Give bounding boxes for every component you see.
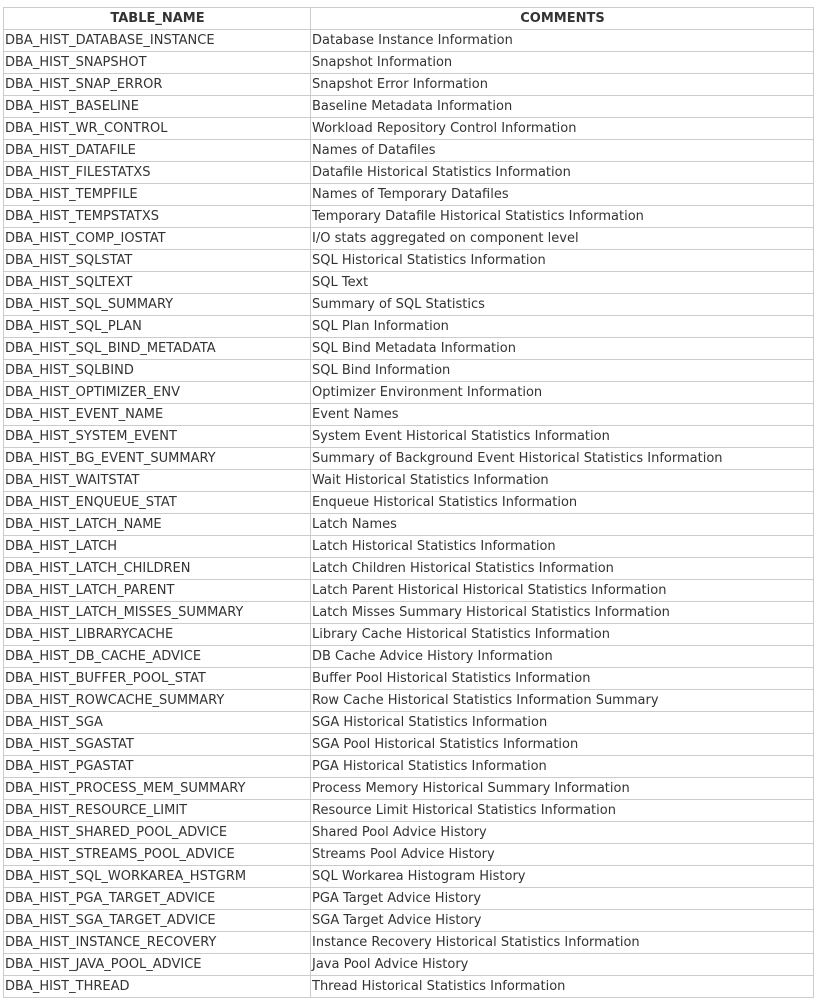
comments-cell: PGA Historical Statistics Information <box>311 756 814 778</box>
table-name-cell: DBA_HIST_SYSTEM_EVENT <box>4 426 311 448</box>
comments-cell: SGA Target Advice History <box>311 910 814 932</box>
table-row <box>4 338 814 360</box>
table-row <box>4 118 814 140</box>
comments-cell: Database Instance Information <box>311 30 814 52</box>
table-name-cell: DBA_HIST_SNAP_ERROR <box>4 74 311 96</box>
dba-hist-table <box>3 7 814 998</box>
table-row <box>4 932 814 954</box>
table-row <box>4 162 814 184</box>
table-name-cell: DBA_HIST_SQL_WORKAREA_HSTGRM <box>4 866 311 888</box>
table-row <box>4 360 814 382</box>
comments-cell: Enqueue Historical Statistics Information <box>311 492 814 514</box>
table-row <box>4 756 814 778</box>
table-name-cell: DBA_HIST_SNAPSHOT <box>4 52 311 74</box>
table-row <box>4 536 814 558</box>
table-name-cell: DBA_HIST_SHARED_POOL_ADVICE <box>4 822 311 844</box>
column-header-table-name: TABLE_NAME <box>4 8 311 30</box>
table-row <box>4 250 814 272</box>
table-row <box>4 426 814 448</box>
table-name-cell: DBA_HIST_LIBRARYCACHE <box>4 624 311 646</box>
table-name-cell: DBA_HIST_STREAMS_POOL_ADVICE <box>4 844 311 866</box>
comments-cell: Names of Temporary Datafiles <box>311 184 814 206</box>
comments-cell: PGA Target Advice History <box>311 888 814 910</box>
comments-cell: SGA Pool Historical Statistics Information <box>311 734 814 756</box>
comments-cell: Row Cache Historical Statistics Information Summary <box>311 690 814 712</box>
table-row <box>4 558 814 580</box>
table-row <box>4 844 814 866</box>
table-name-cell: DBA_HIST_LATCH_NAME <box>4 514 311 536</box>
comments-cell: Wait Historical Statistics Information <box>311 470 814 492</box>
table-name-cell: DBA_HIST_DB_CACHE_ADVICE <box>4 646 311 668</box>
table-row <box>4 140 814 162</box>
table-name-cell: DBA_HIST_LATCH_CHILDREN <box>4 558 311 580</box>
comments-cell: Buffer Pool Historical Statistics Information <box>311 668 814 690</box>
table-row <box>4 668 814 690</box>
table-name-cell: DBA_HIST_SQL_BIND_METADATA <box>4 338 311 360</box>
table-name-cell: DBA_HIST_OPTIMIZER_ENV <box>4 382 311 404</box>
comments-cell: Resource Limit Historical Statistics Information <box>311 800 814 822</box>
comments-cell: Snapshot Information <box>311 52 814 74</box>
table-name-cell: DBA_HIST_LATCH_MISSES_SUMMARY <box>4 602 311 624</box>
table-row <box>4 954 814 976</box>
table-name-cell: DBA_HIST_SQL_PLAN <box>4 316 311 338</box>
table-body <box>4 30 814 998</box>
comments-cell: Thread Historical Statistics Information <box>311 976 814 998</box>
comments-cell: Latch Parent Historical Historical Statistics Information <box>311 580 814 602</box>
table-name-cell: DBA_HIST_THREAD <box>4 976 311 998</box>
table-name-cell: DBA_HIST_SGA_TARGET_ADVICE <box>4 910 311 932</box>
table-name-cell: DBA_HIST_SQLBIND <box>4 360 311 382</box>
table-name-cell: DBA_HIST_BUFFER_POOL_STAT <box>4 668 311 690</box>
comments-cell: Event Names <box>311 404 814 426</box>
table-name-cell: DBA_HIST_LATCH_PARENT <box>4 580 311 602</box>
table-name-cell: DBA_HIST_TEMPSTATXS <box>4 206 311 228</box>
table-header <box>4 8 814 30</box>
table-row <box>4 602 814 624</box>
table-row <box>4 272 814 294</box>
table-name-cell: DBA_HIST_SQLTEXT <box>4 272 311 294</box>
comments-cell: Instance Recovery Historical Statistics Information <box>311 932 814 954</box>
table-name-cell: DBA_HIST_DATABASE_INSTANCE <box>4 30 311 52</box>
comments-cell: SQL Text <box>311 272 814 294</box>
table-name-cell: DBA_HIST_PROCESS_MEM_SUMMARY <box>4 778 311 800</box>
table-row <box>4 470 814 492</box>
comments-cell: SQL Bind Information <box>311 360 814 382</box>
table-row <box>4 580 814 602</box>
table-row <box>4 822 814 844</box>
table-name-cell: DBA_HIST_LATCH <box>4 536 311 558</box>
table-row <box>4 294 814 316</box>
comments-cell: Streams Pool Advice History <box>311 844 814 866</box>
table-row <box>4 866 814 888</box>
table-row <box>4 690 814 712</box>
comments-cell: Temporary Datafile Historical Statistics Information <box>311 206 814 228</box>
header-row <box>4 8 814 30</box>
table-row <box>4 448 814 470</box>
table-name-cell: DBA_HIST_SQLSTAT <box>4 250 311 272</box>
table-row <box>4 800 814 822</box>
table-name-cell: DBA_HIST_PGASTAT <box>4 756 311 778</box>
table-row <box>4 778 814 800</box>
comments-cell: SQL Historical Statistics Information <box>311 250 814 272</box>
table-name-cell: DBA_HIST_SGA <box>4 712 311 734</box>
comments-cell: Optimizer Environment Information <box>311 382 814 404</box>
column-header-comments: COMMENTS <box>311 8 814 30</box>
table-row <box>4 976 814 998</box>
table-name-cell: DBA_HIST_EVENT_NAME <box>4 404 311 426</box>
comments-cell: Latch Misses Summary Historical Statistics Information <box>311 602 814 624</box>
table-name-cell: DBA_HIST_PGA_TARGET_ADVICE <box>4 888 311 910</box>
table-row <box>4 228 814 250</box>
comments-cell: Process Memory Historical Summary Information <box>311 778 814 800</box>
table-row <box>4 888 814 910</box>
table-name-cell: DBA_HIST_COMP_IOSTAT <box>4 228 311 250</box>
table-name-cell: DBA_HIST_TEMPFILE <box>4 184 311 206</box>
comments-cell: Library Cache Historical Statistics Information <box>311 624 814 646</box>
comments-cell: SQL Plan Information <box>311 316 814 338</box>
table-name-cell: DBA_HIST_WAITSTAT <box>4 470 311 492</box>
comments-cell: System Event Historical Statistics Information <box>311 426 814 448</box>
table-row <box>4 712 814 734</box>
comments-cell: Summary of SQL Statistics <box>311 294 814 316</box>
table-name-cell: DBA_HIST_JAVA_POOL_ADVICE <box>4 954 311 976</box>
table-row <box>4 382 814 404</box>
comments-cell: Java Pool Advice History <box>311 954 814 976</box>
table-name-cell: DBA_HIST_WR_CONTROL <box>4 118 311 140</box>
comments-cell: Shared Pool Advice History <box>311 822 814 844</box>
table-row <box>4 492 814 514</box>
table-row <box>4 734 814 756</box>
table-row <box>4 910 814 932</box>
table-row <box>4 404 814 426</box>
comments-cell: I/O stats aggregated on component level <box>311 228 814 250</box>
table-row <box>4 74 814 96</box>
table-name-cell: DBA_HIST_SGASTAT <box>4 734 311 756</box>
comments-cell: Latch Historical Statistics Information <box>311 536 814 558</box>
table-name-cell: DBA_HIST_BASELINE <box>4 96 311 118</box>
comments-cell: Datafile Historical Statistics Information <box>311 162 814 184</box>
comments-cell: Latch Children Historical Statistics Information <box>311 558 814 580</box>
table-name-cell: DBA_HIST_INSTANCE_RECOVERY <box>4 932 311 954</box>
table-name-cell: DBA_HIST_RESOURCE_LIMIT <box>4 800 311 822</box>
table-name-cell: DBA_HIST_DATAFILE <box>4 140 311 162</box>
table-row <box>4 646 814 668</box>
comments-cell: Latch Names <box>311 514 814 536</box>
comments-cell: SGA Historical Statistics Information <box>311 712 814 734</box>
table-name-cell: DBA_HIST_ROWCACHE_SUMMARY <box>4 690 311 712</box>
comments-cell: DB Cache Advice History Information <box>311 646 814 668</box>
table-row <box>4 624 814 646</box>
table-row <box>4 96 814 118</box>
table-row <box>4 514 814 536</box>
comments-cell: Workload Repository Control Information <box>311 118 814 140</box>
table-row <box>4 184 814 206</box>
table-row <box>4 30 814 52</box>
table-name-cell: DBA_HIST_ENQUEUE_STAT <box>4 492 311 514</box>
comments-cell: Names of Datafiles <box>311 140 814 162</box>
comments-cell: Snapshot Error Information <box>311 74 814 96</box>
table-name-cell: DBA_HIST_BG_EVENT_SUMMARY <box>4 448 311 470</box>
table-name-cell: DBA_HIST_SQL_SUMMARY <box>4 294 311 316</box>
comments-cell: Summary of Background Event Historical Statistics Information <box>311 448 814 470</box>
table-row <box>4 316 814 338</box>
comments-cell: SQL Bind Metadata Information <box>311 338 814 360</box>
comments-cell: SQL Workarea Histogram History <box>311 866 814 888</box>
table-row <box>4 52 814 74</box>
table-name-cell: DBA_HIST_FILESTATXS <box>4 162 311 184</box>
table-row <box>4 206 814 228</box>
comments-cell: Baseline Metadata Information <box>311 96 814 118</box>
